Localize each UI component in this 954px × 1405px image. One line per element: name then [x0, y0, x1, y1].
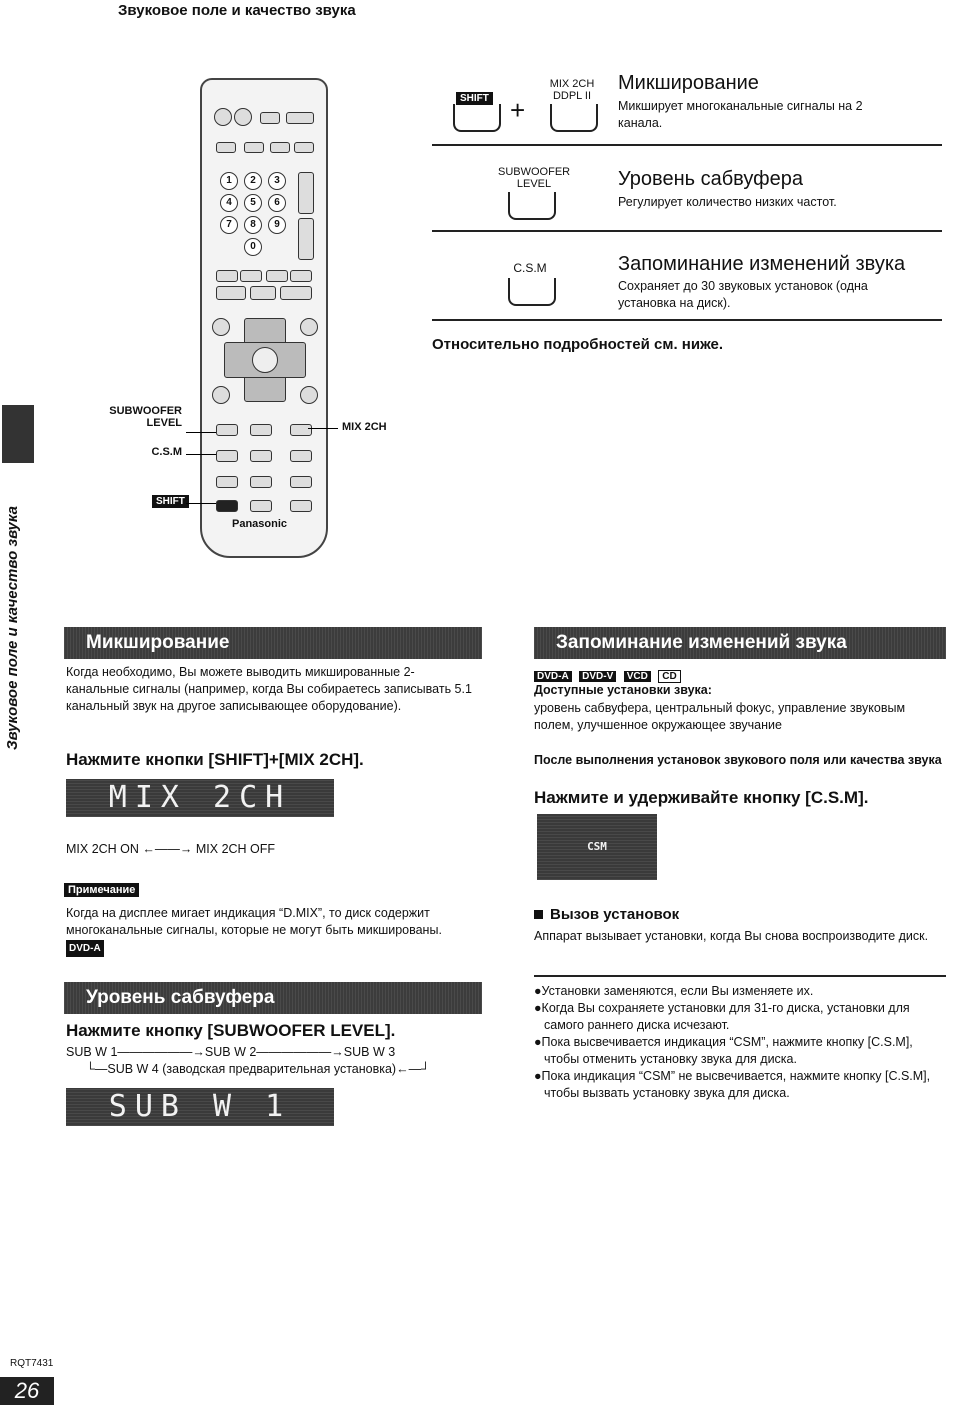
- remote-button: [290, 476, 312, 488]
- shift-key-label: SHIFT: [456, 92, 493, 105]
- mixing-body: Когда необходимо, Вы можете выводить микшированные 2-канальные сигналы (например, когда Вы собираетесь записывать 5.1 канальный звук на другое записывающее оборудование).: [66, 665, 472, 713]
- feature-desc-mixing: Микширует многоканальные сигналы на 2 канала.: [618, 99, 863, 130]
- display-csm: CSM: [537, 814, 657, 880]
- plus-icon: +: [510, 95, 526, 125]
- disc-tag-dvd-a: DVD-A: [66, 940, 104, 957]
- remote-button: [294, 142, 314, 153]
- subwoofer-sequence-line1: SUB W 1——————→SUB W 2——————→SUB W 3: [66, 1045, 396, 1059]
- play-icon: [280, 286, 312, 300]
- remote-button: [250, 500, 272, 512]
- skip-back-icon: [216, 270, 238, 282]
- callout-leader-line: [186, 432, 216, 433]
- csm-key-label: C.S.M: [513, 261, 547, 275]
- display-mix2ch: MIX 2CH: [66, 779, 334, 817]
- sfc-button-icon: [250, 424, 272, 436]
- mix2ch-key-icon: [550, 104, 598, 132]
- subwoofer-key-icon: [508, 192, 556, 220]
- number-key-2: 2: [244, 172, 262, 190]
- note-tag: Примечание: [64, 883, 139, 897]
- remote-control-illustration: [200, 78, 328, 558]
- remote-button: [286, 112, 314, 124]
- divider: [432, 230, 942, 232]
- enter-button-icon: [252, 347, 278, 373]
- page-header: Звуковое поле и качество звука: [118, 2, 356, 19]
- disc-tags: [534, 666, 684, 684]
- tv-power-button-icon: [234, 108, 252, 126]
- mix2ch-button-icon: [290, 424, 312, 436]
- csm-available-title: Доступные установки звука:: [534, 683, 712, 697]
- csm-recall-title: Вызов установок: [534, 906, 679, 923]
- slow-search-back-icon: [266, 270, 288, 282]
- mixing-note: Когда на дисплее мигает индикация “D.MIX”, то диск содержит многоканальные сигналы, которые не могут быть микшированы. DVD-A: [66, 905, 478, 957]
- subwoofer-level-button-icon: [216, 424, 238, 436]
- csm-available-body: уровень сабвуфера, центральный фокус, управление звуковым полем, улучшенное окружающее звучание: [534, 701, 906, 732]
- subwoofer-sequence-line2: └—SUB W 4 (заводская предварительная установка)←—┘: [86, 1062, 430, 1076]
- number-key-4: 4: [220, 194, 238, 212]
- csm-instruction: Нажмите и удерживайте кнопку [C.S.M].: [534, 788, 869, 807]
- subwoofer-key-label: SUBWOOFER LEVEL: [498, 166, 571, 190]
- disc-tag-dvd-a: DVD-A: [534, 671, 572, 682]
- shift-key-icon: [453, 104, 501, 132]
- remote-button: [270, 142, 290, 153]
- stop-icon: [216, 286, 246, 300]
- brand-logo: Panasonic: [232, 518, 288, 530]
- callout-csm: C.S.M: [151, 446, 182, 458]
- remote-button: [290, 450, 312, 462]
- display-button-icon: [212, 386, 230, 404]
- mixing-instruction: Нажмите кнопки [SHIFT]+[MIX 2CH].: [66, 750, 364, 769]
- mixing-toggle: MIX 2CH ON ←——→ MIX 2CH OFF: [66, 842, 276, 856]
- csm-notes-list: [534, 983, 946, 1102]
- remote-button: [244, 142, 264, 153]
- remote-button: [250, 476, 272, 488]
- remote-button: [250, 450, 272, 462]
- list-item: ●Пока индикация “CSM” не высвечивается, нажмите кнопку [C.S.M], чтобы вызвать установку звука для диска.: [534, 1069, 931, 1100]
- divider: [432, 144, 942, 146]
- disc-tag-dvd-v: DVD-V: [579, 671, 616, 682]
- list-item: ●Установки заменяются, если Вы изменяете их.: [534, 984, 814, 998]
- page-number: 26: [0, 1377, 54, 1405]
- menu-button-icon: [300, 318, 318, 336]
- number-key-3: 3: [268, 172, 286, 190]
- disc-tag-cd: CD: [658, 670, 680, 683]
- divider: [534, 975, 946, 977]
- number-key-1: 1: [220, 172, 238, 190]
- remote-button: [260, 112, 280, 124]
- list-item: ●Пока высвечивается индикация “CSM”, нажмите кнопку [C.S.M], чтобы отменить установку звука для диска.: [534, 1035, 913, 1066]
- details-note: Относительно подробностей см. ниже.: [432, 336, 724, 353]
- csm-after-text: После выполнения установок звукового поля или качества звука: [534, 753, 942, 767]
- callout-leader-line: [186, 503, 216, 504]
- slow-search-forward-icon: [290, 270, 312, 282]
- number-key-0: 0: [244, 238, 262, 256]
- number-key-7: 7: [220, 216, 238, 234]
- power-button-icon: [214, 108, 232, 126]
- divider: [432, 319, 942, 321]
- shift-button-icon: [216, 500, 238, 512]
- skip-forward-icon: [240, 270, 262, 282]
- number-key-9: 9: [268, 216, 286, 234]
- callout-shift: SHIFT: [152, 495, 189, 508]
- side-section-title: Звуковое поле и качество звука: [4, 505, 21, 750]
- feature-desc-csm: Сохраняет до 30 звуковых установок (одна установка на диск).: [618, 279, 868, 310]
- csm-key-icon: [508, 278, 556, 306]
- subwoofer-instruction: Нажмите кнопку [SUBWOOFER LEVEL].: [66, 1021, 396, 1040]
- top-menu-button-icon: [212, 318, 230, 336]
- list-item: ●Когда Вы сохраняете установки для 31-го диска, установки для самого раннего диска исчезают.: [534, 1001, 910, 1032]
- feature-title-csm: Запоминание изменений звука: [618, 253, 906, 275]
- section-banner-csm: Запоминание изменений звука: [534, 627, 946, 659]
- document-code: RQT7431: [10, 1358, 54, 1369]
- feature-title-mixing: Микширование: [618, 72, 759, 94]
- square-bullet-icon: [534, 910, 543, 919]
- number-key-6: 6: [268, 194, 286, 212]
- remote-button: [290, 500, 312, 512]
- channel-rocker-icon: [298, 172, 314, 214]
- return-button-icon: [300, 386, 318, 404]
- callout-subwoofer-level: SUBWOOFER LEVEL: [109, 405, 182, 429]
- pause-icon: [250, 286, 276, 300]
- callout-mix2ch: MIX 2CH: [342, 421, 387, 433]
- number-key-8: 8: [244, 216, 262, 234]
- display-subw: SUB W 1: [66, 1088, 334, 1126]
- section-tab-marker: [2, 405, 34, 463]
- volume-rocker-icon: [298, 218, 314, 260]
- section-banner-mixing: Микширование: [64, 627, 482, 659]
- disc-tag-vcd: VCD: [624, 671, 651, 682]
- callout-leader-line: [186, 454, 216, 455]
- remote-button: [216, 142, 236, 153]
- section-banner-subwoofer: Уровень сабвуфера: [64, 982, 482, 1014]
- csm-button-icon: [216, 450, 238, 462]
- callout-leader-line: [308, 428, 338, 429]
- mix2ch-key-label: MIX 2CH DDPL II: [549, 78, 595, 102]
- feature-desc-subwoofer: Регулирует количество низких частот.: [618, 195, 837, 209]
- csm-recall-body: Аппарат вызывает установки, когда Вы снова воспроизводите диск.: [534, 929, 929, 943]
- remote-button: [216, 476, 238, 488]
- number-key-5: 5: [244, 194, 262, 212]
- feature-title-subwoofer: Уровень сабвуфера: [618, 168, 803, 190]
